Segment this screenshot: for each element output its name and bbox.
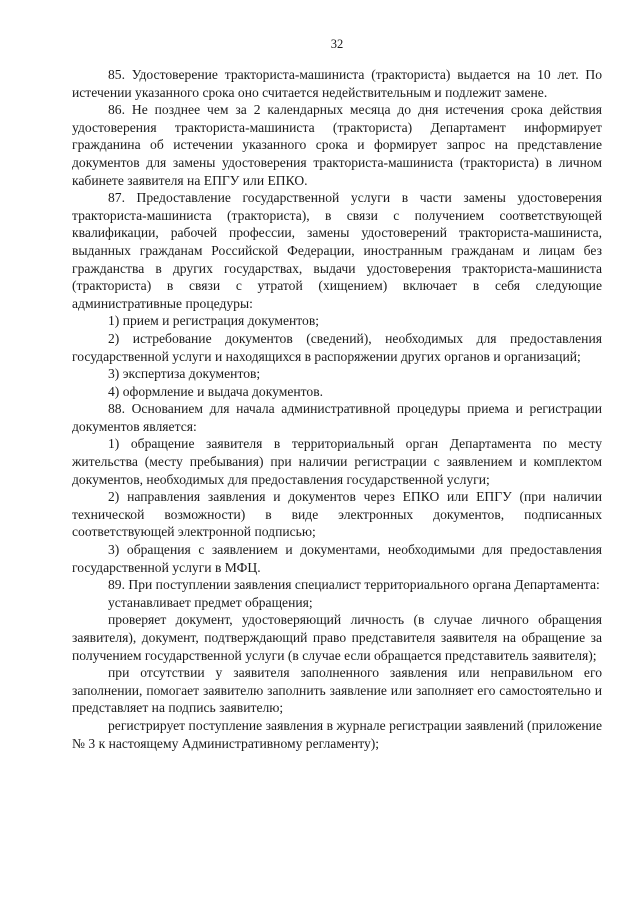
list-item: 1) прием и регистрация документов; (108, 313, 320, 329)
list-item: устанавливает предмет обращения; (108, 594, 313, 610)
page-number: 32 (330, 37, 344, 51)
list-item: 2) истребование документов (сведений), необходимых для предоставления государственной услуги и находящихся в распоряжении других органов и организаций; (72, 330, 602, 364)
list-item: регистрирует поступление заявления в журнале регистрации заявлений (приложение № 3 к настоящему Административному регламенту); (72, 717, 602, 751)
list-item: 4) оформление и выдача документов. (108, 383, 324, 399)
paragraph-89: 89. При поступлении заявления специалист территориального органа Департамента: (108, 577, 600, 593)
paragraph-86: 86. Не позднее чем за 2 календарных месяца до дня истечения срока действия удостоверения тракториста-машиниста (тракториста) Департамент информирует гражданина об истечении указанного срока и формирует запрос на представление документов для замены удостоверения тракториста-машиниста (тракториста) в личном кабинете заявителя на ЕПГУ или ЕПКО. (72, 102, 602, 188)
paragraph-85: 85. Удостоверение тракториста-машиниста (тракториста) выдается на 10 лет. По истечении указанного срока оно считается недействительным и подлежит замене. (72, 67, 602, 100)
document-body (72, 66, 602, 752)
paragraph-88: 88. Основанием для начала административной процедуры приема и регистрации документов является: (72, 401, 602, 434)
list-item: при отсутствии у заявителя заполненного заявления или неправильном его заполнении, помогает заявителю заполнить заявление или заполняет его самостоятельно и представляет на подпись заявителю; (72, 665, 602, 716)
list-item: 3) обращения с заявлением и документами, необходимыми для предоставления государственной услуги в МФЦ. (72, 542, 602, 575)
paragraph-87: 87. Предоставление государственной услуги в части замены удостоверения тракториста-машиниста (тракториста), в связи с получением соответствующей квалификации, рабочей профессии, замены удостоверений тракториста-машиниста, выданных гражданам Российской Федерации, иностранным гражданам и лицам без гражданства в других государствах, выдачи удостоверения тракториста-машиниста (тракториста) в связи с утратой (хищением) включает в себя следующие административные процедуры: (72, 190, 602, 311)
list-item: 3) экспертиза документов; (108, 366, 261, 382)
list-item: 1) обращение заявителя в территориальный орган Департамента по месту жительства (месту пребывания) при наличии регистрации с заявлением и комплектом документов, необходимых для предоставления государственной услуги; (72, 436, 602, 487)
list-item: 2) направления заявления и документов через ЕПКО или ЕПГУ (при наличии технической возможности) в виде электронных документов, подписанных соответствующей электронной подписью; (72, 489, 602, 540)
list-item: проверяет документ, удостоверяющий личность (в случае личного обращения заявителя), документ, подтверждающий право представителя заявителя на обращение за получением государственной услуги (в случае если обращается представитель заявителя); (72, 612, 602, 663)
